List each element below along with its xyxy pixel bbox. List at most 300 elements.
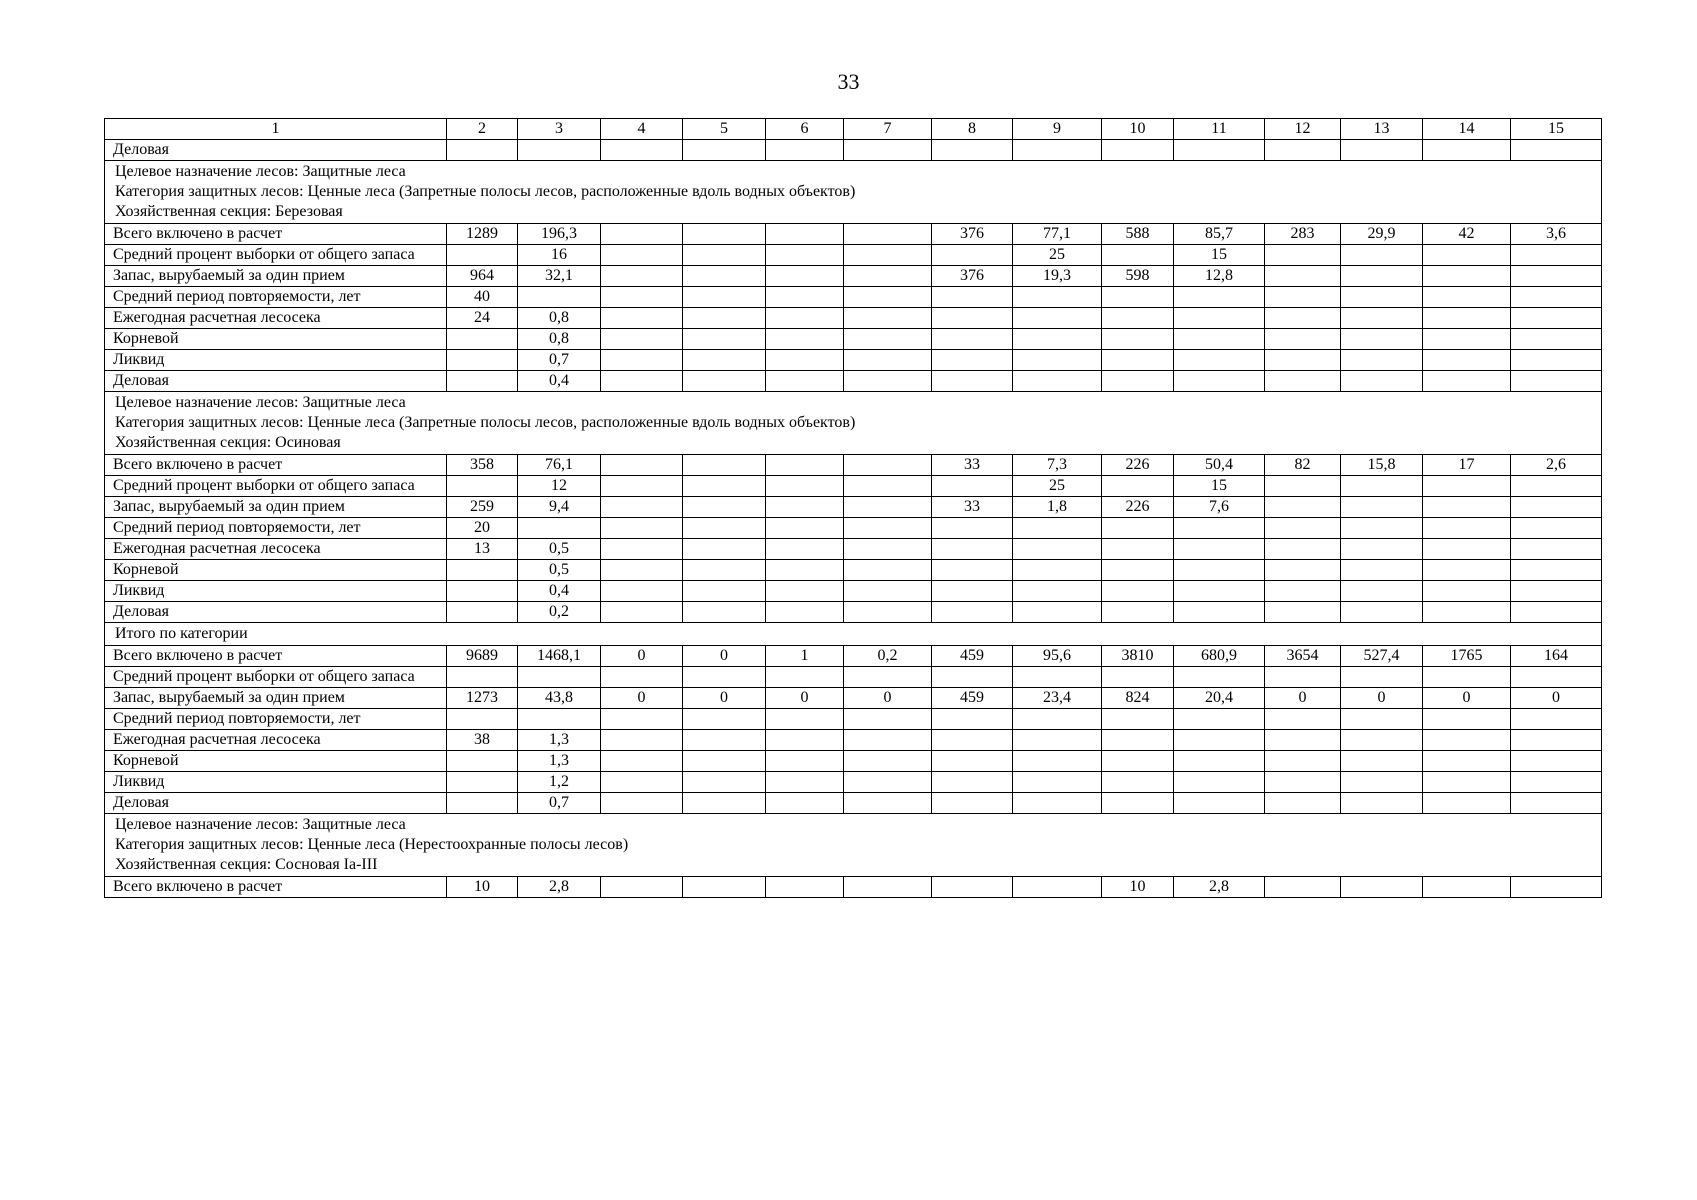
table-cell <box>1423 772 1511 793</box>
table-cell <box>683 667 766 688</box>
table-cell <box>1174 350 1265 371</box>
table-cell <box>1511 539 1602 560</box>
table-cell <box>683 308 766 329</box>
table-cell: 29,9 <box>1341 224 1423 245</box>
table-cell <box>1174 287 1265 308</box>
column-header: 14 <box>1423 119 1511 140</box>
table-row <box>105 140 1602 161</box>
table-cell <box>601 497 683 518</box>
table-cell: 0 <box>683 688 766 709</box>
table-cell <box>1265 266 1341 287</box>
table-cell <box>1174 667 1265 688</box>
column-header: 10 <box>1102 119 1174 140</box>
table-cell <box>1013 518 1102 539</box>
table-cell: 82 <box>1265 455 1341 476</box>
table-cell <box>844 518 932 539</box>
table-cell: 527,4 <box>1341 646 1423 667</box>
table-cell <box>844 476 932 497</box>
table-cell <box>932 560 1013 581</box>
table-cell: 20 <box>447 518 518 539</box>
table-cell <box>844 539 932 560</box>
table-cell <box>601 308 683 329</box>
table-cell <box>447 793 518 814</box>
table-cell <box>844 793 932 814</box>
table-cell: 0,4 <box>518 581 601 602</box>
table-cell: 10 <box>1102 877 1174 898</box>
table-cell <box>844 371 932 392</box>
table-cell <box>1423 308 1511 329</box>
table-cell <box>601 476 683 497</box>
table-cell <box>932 140 1013 161</box>
section-heading <box>105 161 1602 224</box>
table-cell <box>601 602 683 623</box>
table-cell <box>1511 730 1602 751</box>
table-cell <box>1102 793 1174 814</box>
table-cell <box>1511 602 1602 623</box>
table-cell: 43,8 <box>518 688 601 709</box>
table-cell <box>683 539 766 560</box>
table-cell <box>1511 476 1602 497</box>
section-heading-line: Категория защитных лесов: Ценные леса (Нерестоохранные полосы лесов) <box>115 836 629 853</box>
table-row <box>105 560 1602 581</box>
table-cell <box>1511 287 1602 308</box>
table-cell: 2,6 <box>1511 455 1602 476</box>
table-cell <box>1265 140 1341 161</box>
table-cell <box>1013 793 1102 814</box>
table-cell <box>1341 793 1423 814</box>
table-cell <box>844 772 932 793</box>
table-cell <box>683 287 766 308</box>
table-cell <box>766 455 844 476</box>
table-cell <box>1174 772 1265 793</box>
row-label: Ликвид <box>105 772 447 793</box>
table-cell: 9689 <box>447 646 518 667</box>
table-cell <box>932 329 1013 350</box>
table-cell <box>601 371 683 392</box>
table-cell <box>1102 245 1174 266</box>
table-cell: 3,6 <box>1511 224 1602 245</box>
forest-allowable-cut-table <box>104 118 1602 898</box>
table-row <box>105 245 1602 266</box>
table-cell <box>1341 497 1423 518</box>
table-cell <box>844 287 932 308</box>
table-cell <box>766 308 844 329</box>
table-cell <box>1423 730 1511 751</box>
table-cell <box>1511 350 1602 371</box>
table-cell <box>844 497 932 518</box>
table-cell <box>683 793 766 814</box>
table-cell <box>601 224 683 245</box>
table-cell: 7,3 <box>1013 455 1102 476</box>
table-cell <box>1511 560 1602 581</box>
table-cell: 824 <box>1102 688 1174 709</box>
table-cell <box>1102 751 1174 772</box>
table-cell <box>1102 709 1174 730</box>
row-label: Корневой <box>105 560 447 581</box>
table-cell <box>1102 287 1174 308</box>
section-heading-line: Категория защитных лесов: Ценные леса (Запретные полосы лесов, расположенные вдоль водных объектов) <box>115 183 856 200</box>
table-row <box>105 877 1602 898</box>
table-cell: 0,5 <box>518 560 601 581</box>
table-cell <box>932 772 1013 793</box>
table-cell <box>1423 539 1511 560</box>
table-cell <box>1341 287 1423 308</box>
table-cell <box>1102 581 1174 602</box>
table-cell <box>932 793 1013 814</box>
table-row <box>105 350 1602 371</box>
table-cell <box>1423 709 1511 730</box>
table-cell <box>844 224 932 245</box>
column-header: 2 <box>447 119 518 140</box>
table-cell: 196,3 <box>518 224 601 245</box>
row-label: Ликвид <box>105 350 447 371</box>
table-cell <box>1341 245 1423 266</box>
table-cell <box>1423 877 1511 898</box>
table-cell <box>766 287 844 308</box>
table-cell <box>601 539 683 560</box>
table-cell <box>1341 877 1423 898</box>
table-cell <box>447 602 518 623</box>
header-row <box>105 119 1602 140</box>
table-cell <box>1013 329 1102 350</box>
table-cell <box>1265 877 1341 898</box>
table-cell <box>932 877 1013 898</box>
table-cell <box>844 140 932 161</box>
table-cell <box>1013 140 1102 161</box>
table-cell <box>1511 751 1602 772</box>
table-cell <box>601 730 683 751</box>
row-label: Всего включено в расчет <box>105 224 447 245</box>
table-cell: 0 <box>683 646 766 667</box>
table-cell <box>1174 560 1265 581</box>
table-cell <box>844 308 932 329</box>
table-cell: 1 <box>766 646 844 667</box>
table-cell <box>601 266 683 287</box>
table-cell <box>1511 266 1602 287</box>
table-cell <box>766 266 844 287</box>
table-cell <box>1423 667 1511 688</box>
section-heading-row <box>105 814 1602 877</box>
table-cell <box>1102 730 1174 751</box>
table-cell <box>683 497 766 518</box>
row-label: Средний процент выборки от общего запаса <box>105 245 447 266</box>
table-cell <box>601 877 683 898</box>
table-cell <box>1511 581 1602 602</box>
table-cell <box>683 266 766 287</box>
table-cell <box>1511 329 1602 350</box>
table-cell <box>1265 602 1341 623</box>
table-cell <box>1265 793 1341 814</box>
table-cell <box>1174 329 1265 350</box>
table-cell <box>1013 667 1102 688</box>
table-cell <box>1102 329 1174 350</box>
table-cell <box>766 539 844 560</box>
table-cell: 50,4 <box>1174 455 1265 476</box>
table-row <box>105 793 1602 814</box>
table-cell <box>1341 329 1423 350</box>
table-cell: 0,2 <box>844 646 932 667</box>
table-cell <box>1265 539 1341 560</box>
table-cell <box>766 329 844 350</box>
table-cell <box>601 518 683 539</box>
table-cell <box>1174 709 1265 730</box>
table-cell: 3654 <box>1265 646 1341 667</box>
table-cell <box>1265 518 1341 539</box>
table-row <box>105 772 1602 793</box>
table-cell: 40 <box>447 287 518 308</box>
table-row <box>105 224 1602 245</box>
column-header: 7 <box>844 119 932 140</box>
table-cell <box>1423 751 1511 772</box>
table-cell <box>1013 877 1102 898</box>
section-heading <box>105 623 1602 646</box>
table-row <box>105 602 1602 623</box>
table-cell <box>1102 140 1174 161</box>
table-cell <box>1423 602 1511 623</box>
table-cell: 32,1 <box>518 266 601 287</box>
table-cell <box>1423 140 1511 161</box>
table-cell <box>1341 730 1423 751</box>
table-cell <box>1265 329 1341 350</box>
table-cell <box>766 560 844 581</box>
table-cell <box>1341 308 1423 329</box>
table-cell: 0,2 <box>518 602 601 623</box>
table-cell <box>1013 350 1102 371</box>
table-cell <box>1102 602 1174 623</box>
table-cell <box>1423 287 1511 308</box>
table-cell <box>1423 560 1511 581</box>
table-cell: 38 <box>447 730 518 751</box>
table-cell: 1273 <box>447 688 518 709</box>
table-cell <box>1013 730 1102 751</box>
table-cell <box>1174 539 1265 560</box>
column-header: 3 <box>518 119 601 140</box>
table-cell <box>1341 581 1423 602</box>
table-cell <box>1341 140 1423 161</box>
table-cell: 33 <box>932 455 1013 476</box>
table-cell <box>1102 308 1174 329</box>
table-cell <box>1423 518 1511 539</box>
table-cell: 259 <box>447 497 518 518</box>
column-header: 12 <box>1265 119 1341 140</box>
row-label: Запас, вырубаемый за один прием <box>105 497 447 518</box>
column-header: 9 <box>1013 119 1102 140</box>
row-label: Ежегодная расчетная лесосека <box>105 730 447 751</box>
table-cell: 2,8 <box>518 877 601 898</box>
row-label: Запас, вырубаемый за один прием <box>105 688 447 709</box>
table-cell <box>844 455 932 476</box>
table-row <box>105 539 1602 560</box>
table-cell <box>1341 350 1423 371</box>
table-cell: 0,8 <box>518 329 601 350</box>
table-cell <box>1102 560 1174 581</box>
table-cell <box>1341 539 1423 560</box>
table-cell <box>1174 371 1265 392</box>
section-heading-line: Хозяйственная секция: Осиновая <box>115 434 341 451</box>
table-cell <box>844 581 932 602</box>
table-cell <box>766 877 844 898</box>
table-cell <box>447 751 518 772</box>
table-cell <box>1511 308 1602 329</box>
table-cell <box>1013 287 1102 308</box>
table-cell <box>1341 667 1423 688</box>
table-cell <box>601 329 683 350</box>
table-cell: 12,8 <box>1174 266 1265 287</box>
table-cell <box>683 329 766 350</box>
table-cell <box>844 751 932 772</box>
table-cell <box>766 497 844 518</box>
table-cell <box>518 667 601 688</box>
table-cell <box>844 329 932 350</box>
table-row <box>105 266 1602 287</box>
table-cell <box>601 581 683 602</box>
table-cell: 1765 <box>1423 646 1511 667</box>
table-cell <box>518 518 601 539</box>
table-cell <box>766 350 844 371</box>
section-heading-line: Хозяйственная секция: Сосновая Ia-III <box>115 856 378 873</box>
table-cell: 1,2 <box>518 772 601 793</box>
table-cell: 283 <box>1265 224 1341 245</box>
table-cell <box>601 140 683 161</box>
table-cell <box>1341 709 1423 730</box>
table-cell <box>1511 518 1602 539</box>
table-cell <box>1423 497 1511 518</box>
table-cell <box>1265 581 1341 602</box>
table-cell: 1289 <box>447 224 518 245</box>
table-row <box>105 709 1602 730</box>
row-label: Ежегодная расчетная лесосека <box>105 308 447 329</box>
table-cell <box>601 350 683 371</box>
column-header: 1 <box>105 119 447 140</box>
table-cell <box>1265 308 1341 329</box>
table-cell: 358 <box>447 455 518 476</box>
table-cell <box>766 518 844 539</box>
column-header: 15 <box>1511 119 1602 140</box>
section-heading-line: Хозяйственная секция: Березовая <box>115 203 343 220</box>
table-cell <box>932 667 1013 688</box>
row-label: Ликвид <box>105 581 447 602</box>
section-heading-row <box>105 161 1602 224</box>
table-cell <box>1511 709 1602 730</box>
table-cell <box>518 287 601 308</box>
table-cell <box>447 667 518 688</box>
table-cell <box>447 245 518 266</box>
table-cell: 0,4 <box>518 371 601 392</box>
table-cell <box>601 560 683 581</box>
column-header: 11 <box>1174 119 1265 140</box>
table-cell <box>932 350 1013 371</box>
table-row <box>105 730 1602 751</box>
row-label: Средний период повторяемости, лет <box>105 287 447 308</box>
table-cell <box>1174 602 1265 623</box>
table-cell <box>447 709 518 730</box>
table-cell <box>1174 308 1265 329</box>
table-cell <box>1423 245 1511 266</box>
table-cell <box>601 793 683 814</box>
row-label: Деловая <box>105 602 447 623</box>
table-cell: 23,4 <box>1013 688 1102 709</box>
table-cell <box>683 602 766 623</box>
table-cell <box>1511 140 1602 161</box>
table-cell <box>766 581 844 602</box>
table-cell: 85,7 <box>1174 224 1265 245</box>
table-cell: 12 <box>518 476 601 497</box>
table-cell <box>1013 560 1102 581</box>
table-cell <box>932 245 1013 266</box>
table-cell <box>766 602 844 623</box>
row-label: Ежегодная расчетная лесосека <box>105 539 447 560</box>
table-cell <box>1511 245 1602 266</box>
table-cell <box>518 709 601 730</box>
table-cell: 9,4 <box>518 497 601 518</box>
table-cell <box>683 140 766 161</box>
table-cell <box>1341 476 1423 497</box>
table-cell <box>683 350 766 371</box>
table-cell <box>766 730 844 751</box>
table-cell <box>1511 667 1602 688</box>
table-cell <box>1265 476 1341 497</box>
table-row <box>105 581 1602 602</box>
section-heading-line: Целевое назначение лесов: Защитные леса <box>115 394 406 411</box>
table-cell <box>1511 793 1602 814</box>
table-cell: 13 <box>447 539 518 560</box>
table-cell <box>683 476 766 497</box>
table-cell <box>683 560 766 581</box>
table-cell: 459 <box>932 688 1013 709</box>
table-cell <box>447 371 518 392</box>
table-row <box>105 455 1602 476</box>
section-heading-line: Целевое назначение лесов: Защитные леса <box>115 816 406 833</box>
table-cell <box>1102 476 1174 497</box>
table-cell: 964 <box>447 266 518 287</box>
table-cell <box>447 581 518 602</box>
table-cell <box>844 730 932 751</box>
table-cell <box>1174 140 1265 161</box>
table-cell <box>1341 266 1423 287</box>
section-heading-row <box>105 392 1602 455</box>
table-cell <box>1341 772 1423 793</box>
table-cell <box>683 730 766 751</box>
table-cell <box>1511 371 1602 392</box>
table-cell <box>932 709 1013 730</box>
table-cell: 164 <box>1511 646 1602 667</box>
table-cell <box>1423 476 1511 497</box>
table-cell <box>1013 602 1102 623</box>
row-label: Средний процент выборки от общего запаса <box>105 667 447 688</box>
table-cell: 2,8 <box>1174 877 1265 898</box>
table-cell: 15,8 <box>1341 455 1423 476</box>
table-cell <box>1265 245 1341 266</box>
table-cell <box>447 329 518 350</box>
table-cell <box>766 751 844 772</box>
table-cell <box>1265 287 1341 308</box>
table-cell: 1468,1 <box>518 646 601 667</box>
table-cell <box>683 581 766 602</box>
table-cell <box>1511 497 1602 518</box>
table-cell <box>1013 308 1102 329</box>
table-cell <box>1265 730 1341 751</box>
table-cell <box>1013 539 1102 560</box>
table-cell <box>683 455 766 476</box>
table-cell <box>1013 751 1102 772</box>
table-cell <box>683 518 766 539</box>
table-cell <box>1174 518 1265 539</box>
row-label: Корневой <box>105 751 447 772</box>
column-header: 8 <box>932 119 1013 140</box>
table-cell <box>1102 667 1174 688</box>
table-cell <box>766 667 844 688</box>
column-header: 13 <box>1341 119 1423 140</box>
